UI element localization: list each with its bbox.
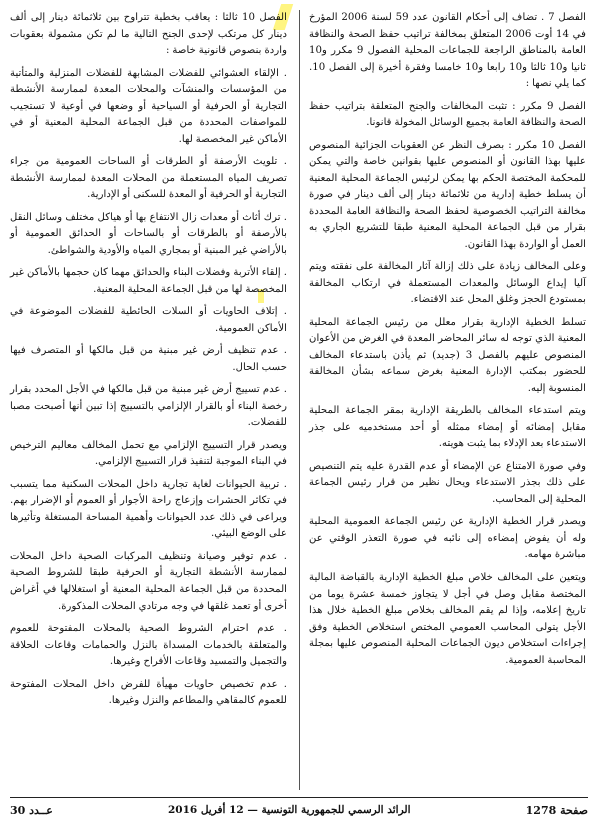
paragraph: الفصل 9 مكرر : تثبت المخالفات والجنح المتعلقة بتراتيب حفظ الصحة والنظافة العامة بجميع الوسائل المخولة قانونا. — [309, 100, 586, 129]
paragraph: ويتم استدعاء المخالف بالطريقة الإدارية بمقر الجماعة المحلية مقابل إمضائه أو إمضاء ممثله أو أحد مستخدميه على جذر الاستدعاء بعد الإدلاء بما يثبت هويته. — [309, 405, 586, 450]
paragraph: . ترك أثاث أو معدات زال الانتفاع بها أو هياكل مختلف وسائل النقل بالأرصفة أو بالطرقات أو بالساحات أو الحدائق العمومية أو بالأراضي غير المبنية أو بمجاري المياه والأودية والشواطئ. — [10, 211, 287, 256]
paragraph: . إلقاء الأتربة وفضلات البناء والحدائق مهما كان حجمها بالأماكن غير المخصصة لها من قبل الجماعة المحلية المعنية. — [10, 267, 287, 295]
footer-rule — [10, 797, 588, 798]
paragraph: . تلويث الأرصفة أو الطرقات أو الساحات العمومية من جراء تصريف المياه المستعملة من المحلات المعدة لممارسة الأنشطة التجارية أو الحرفية أو المعدة للسكنى أو الإدارية. — [10, 156, 287, 201]
paragraph: الفصل 10 مكرر : بصرف النظر عن العقوبات الجزائية المنصوص عليها بهذا القانون أو المنصوص عليها بقوانين خاصة والتي يمكن للمحكمة المختصة الحكم بها يمكن لرئيس الجماعة المحلية المعنية أن يسلط خطية إدارية من ثلاثمائة دينار إلى ألف دينار في صورة مخالفة التراتيب الخصوصية لحفظ الصحة والنظافة العامة المحددة بقرار من قبل الجماعة المحلية المعنية طبقا للتشريع الجاري به العمل أو الواردة بهذا القانون. — [309, 139, 586, 250]
paragraph: . عدم احترام الشروط الصحية بالمحلات المفتوحة للعموم والمتعلقة بالخدمات المسداة بالنزل والحمامات وقاعات الحلاقة والتجميل والتمسيد وقاعات الأفراح وغيرها. — [10, 623, 287, 668]
column-divider — [299, 10, 300, 790]
paragraph: . عدم تنظيف أرض غير مبنية من قبل مالكها أو المتصرف فيها حسب الحال. — [10, 345, 287, 373]
page-footer — [10, 800, 588, 820]
paragraph: . إتلاف الحاويات أو السلات الحائطية للفضلات الموضوعة في الأماكن العمومية. — [10, 306, 287, 334]
paragraph: . عدم تسييج أرض غير مبنية من قبل مالكها في الأجل المحدد بقرار رخصة البناء أو بالقرار الإلزامي بالتسييج إذا تبين أنها أصبحت مصبا للفضلات. — [10, 384, 287, 429]
issue-number: عــدد 30 — [10, 803, 53, 817]
paragraph: الفصل 7 . تضاف إلى أحكام القانون عدد 59 لسنة 2006 المؤرخ في 14 أوت 2006 المتعلق بمخالفة تراتيب حفظ الصحة والنظافة العامة بالمناطق الراجعة للجماعات المحلية الفصول 9 مكرر و10 ثانيا و10 ثالثا و10 رابعا و10 خامسا وفقرة أخيرة إلى الفصل 10. كما يلي نصها : — [309, 12, 587, 90]
left-column — [10, 10, 287, 716]
paragraph: . الإلقاء العشوائي للفضلات المشابهة للفضلات المنزلية والمتأتية من المؤسسات والمنشآت والمحلات المعدة لممارسة الأنشطة التجارية أو الحرفية أو السياحية أو وضعها في أوعية لا تستجيب للمواصفات المحددة من قبل الجماعة المحلية المعنية أو في الأماكن غير المخصصة لها. — [10, 67, 287, 145]
paragraph: الفصل 10 ثالثا : يعاقب بخطية تتراوح بين ثلاثمائة دينار إلى ألف دينار كل مرتكب لإحدى الجنح التالية ما لم تكن مشمولة بعقوبات واردة بنصوص قانونية خاصة : — [10, 12, 287, 57]
paragraph: تسلط الخطية الإدارية بقرار معلل من رئيس الجماعة المحلية المعنية الذي توجه له سائر المحاضر المعدة في الغرض من الأعوان المنصوص عليهم بالفصل 3 (جديد) ثم يأذن باستدعاء المخالف للحضور بمكتب الإدارة المعنية بغرض سماعه بشأن المخالفة المنسوبة إليه. — [309, 316, 586, 394]
paragraph: . تربية الحيوانات لغاية تجارية داخل المحلات السكنية مما يتسبب في تكاثر الحشرات وإزعاج راحة الأجوار أو العموم أو الإضرار بهم. ويراعى في ذلك عدد الحيوانات وأهمية المساحة المستغلة وتأثيرها على الوضع البيئي. — [10, 478, 287, 540]
right-column — [309, 10, 586, 675]
paragraph: وفي صورة الامتناع عن الإمضاء أو عدم القدرة عليه يتم التنصيص على ذلك بجذر الاستدعاء ويحال نظير من قرار رئيس الجماعة المحلية إلى المحاسب. — [309, 460, 586, 505]
page-number: صفحة 1278 — [525, 803, 588, 817]
paragraph: ويصدر قرار التسييج الإلزامي مع تحمل المخالف معاليم الترخيص في البناء الموجبة لتنفيذ قرار التسييج الإلزامي. — [10, 439, 287, 468]
paragraph: . عدم تخصيص حاويات مهيأة للفرض داخل المحلات المفتوحة للعموم كالمقاهي والمطاعم والنزل وغيرها. — [10, 678, 287, 707]
journal-title: الرائد الرسمي للجمهورية التونسية — 12 أفريل 2016 — [167, 804, 411, 816]
paragraph: ويصدر قرار الخطية الإدارية عن رئيس الجماعة العمومية المحلية وله أن يفوض إمضاءه إلى نائبه في صورة التعذر الوقتي عن مباشرة مهامه. — [309, 516, 586, 561]
paragraph: . عدم توفير وصيانة وتنظيف المركبات الصحية داخل المحلات لممارسة الأنشطة التجارية أو الحرفية طبقا للشروط الصحية المحددة من قبل الجماعة المحلية المعنية أو استغلالها في أغراض أخرى أو تعمد غلقها في وجه مرتادي المحلات المذكورة. — [10, 550, 287, 612]
paragraph: وعلى المخالف زيادة على ذلك إزالة آثار المخالفة على نفقته ويتم آليا إيداع الوسائل والمعدات المستعملة في ارتكاب المخالفة بمستودع الحجز وغلق المحل عند الاقتضاء. — [309, 261, 586, 306]
paragraph: ويتعين على المخالف خلاص مبلغ الخطية الإدارية بالقباضة المالية المختصة مقابل وصل في أجل لا يتجاوز خمسة عشرة يوما من تاريخ إعلامه، وإذا لم يقم المخالف بخلاص مبلغ الخطية خلال هذا الأجل يتولى المحاسب العمومي المختص استخلاص الخطية وفق إجراءات استخلاص ديون الجماعات المحلية المنصوص عليها بمجلة المحاسبة العمومية. — [309, 571, 586, 666]
